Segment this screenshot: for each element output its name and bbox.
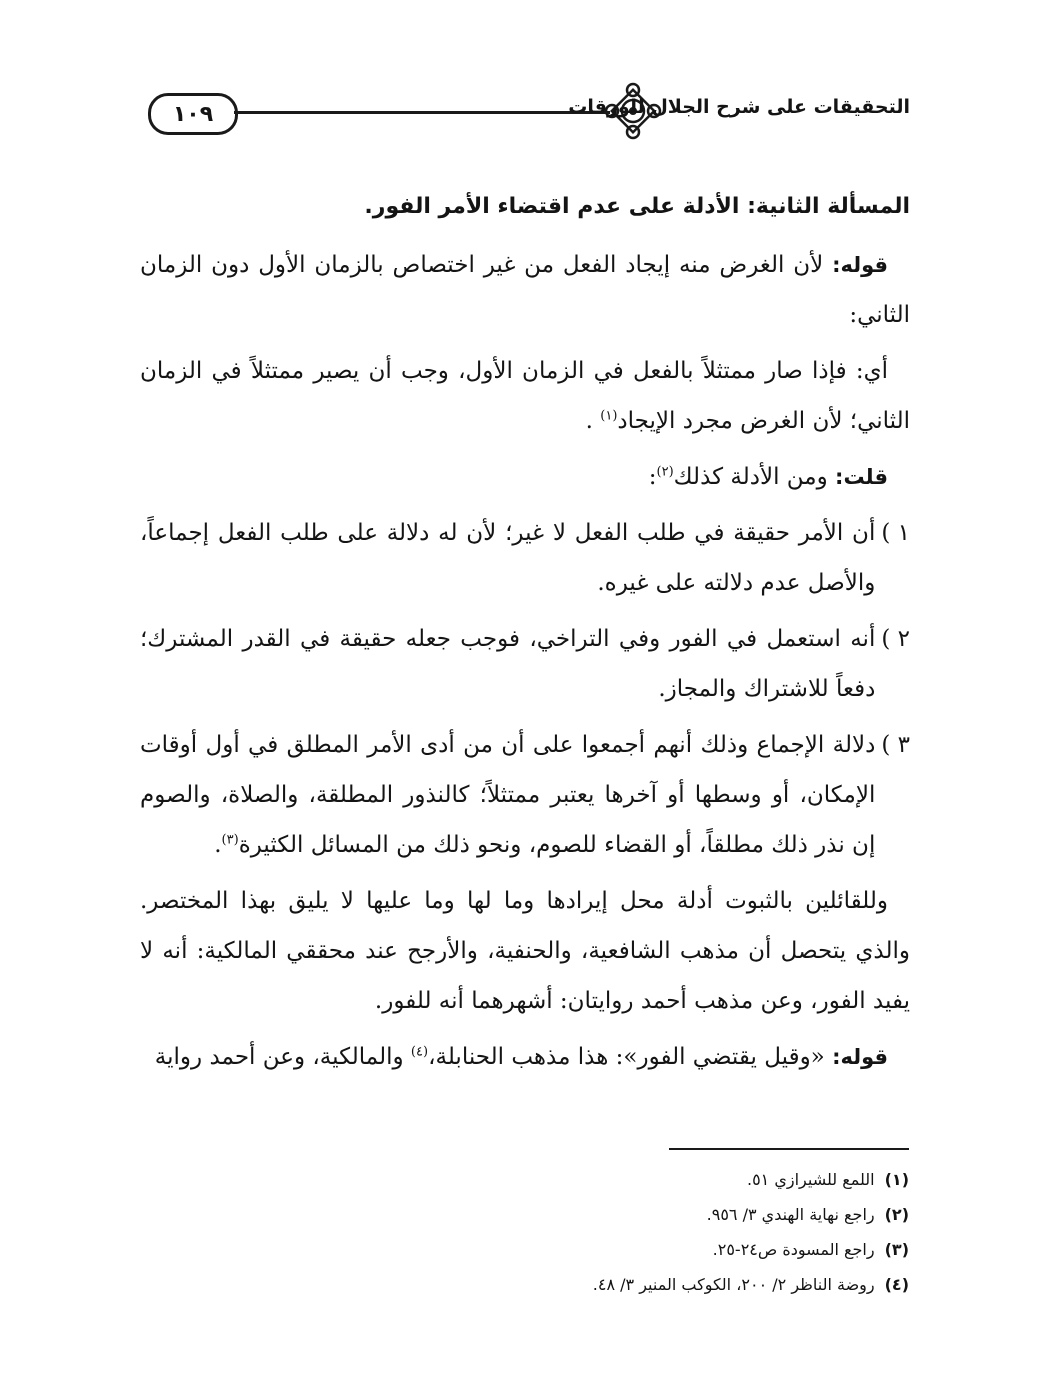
footnote-number: (٣)	[884, 1240, 909, 1259]
running-title: التحقيقات على شرح الجلال للورقات	[568, 96, 910, 118]
paragraph	[140, 240, 910, 340]
list-text: أنه استعمل في الفور وفي التراخي، فوجب جعله حقيقة في القدر المشترك؛ دفعاً للاشتراك والمجاز.	[140, 626, 876, 702]
paragraph-text: أي: فإذا صار ممتثلاً بالفعل في الزمان الأول، وجب أن يصير ممتثلاً في الزمان الثاني؛ لأن الغرض مجرد الإيجاد	[140, 358, 910, 434]
paragraph-end: .	[585, 408, 601, 434]
list-item	[140, 720, 910, 870]
footnote-ref: (٢)	[656, 464, 674, 480]
page-number-badge	[148, 93, 238, 135]
paragraph	[140, 452, 910, 502]
footnotes	[139, 1162, 909, 1302]
footnote-separator	[669, 1148, 909, 1150]
list-number: ٢ )	[881, 626, 910, 652]
list-item	[140, 508, 910, 608]
footnote-number: (١)	[884, 1170, 909, 1189]
footnote	[139, 1267, 909, 1302]
paragraph-text: ومن الأدلة كذلك	[673, 464, 836, 490]
lead-word: قوله:	[832, 253, 888, 277]
section-heading: المسألة الثانية: الأدلة على عدم اقتضاء الأمر الفور.	[364, 194, 910, 219]
list-number: ١ )	[881, 520, 910, 546]
footnote-ref: (٣)	[221, 832, 239, 848]
footnote	[139, 1197, 909, 1232]
lead-word: قلت:	[835, 465, 888, 489]
list-text: دلالة الإجماع وذلك أنهم أجمعوا على أن من أدى الأمر المطلق في أول أوقات الإمكان، أو وسطها أو آخرها يعتبر ممتثلاً؛ كالنذور المطلقة، والصلاة، والصوم إن نذر ذلك مطلقاً، أو القضاء للصوم، ونحو ذلك من المسائل الكثيرة	[140, 732, 876, 858]
list-text-wrap	[140, 720, 875, 870]
page-number: ١٠٩	[172, 101, 214, 127]
footnote-number: (٤)	[884, 1275, 909, 1294]
list-text: أن الأمر حقيقة في طلب الفعل لا غير؛ لأن له دلالة على طلب الفعل إجماعاً، والأصل عدم دلالته على غيره.	[140, 520, 876, 596]
list-text-end: .	[214, 832, 222, 858]
paragraph	[140, 346, 910, 446]
footnote-text: راجع المسودة ص٢٤-٢٥.	[712, 1240, 875, 1259]
header-rule	[234, 111, 610, 114]
list-number: ٣ )	[881, 732, 910, 758]
running-header	[140, 78, 910, 148]
list-item	[140, 614, 910, 714]
footnote-ref: (٤)	[410, 1044, 429, 1060]
paragraph: وللقائلين بالثبوت أدلة محل إيرادها وما لها وما عليها لا يليق بهذا المختصر. والذي يتحصل أن مذهب الشافعية، والحنفية، والأرجح عند محققي المالكية: أنه لا يفيد الفور، وعن مذهب أحمد روايتان: أشهرهما أنه للفور.	[140, 888, 910, 1014]
paragraph-end: والمالكية، وعن أحمد رواية	[154, 1044, 411, 1070]
footnote	[139, 1232, 909, 1267]
paragraph-text: «وقيل يقتضي الفور»: هذا مذهب الحنابلة،	[428, 1044, 833, 1070]
footnote	[139, 1162, 909, 1197]
footnote-text: اللمع للشيرازي ٥١.	[746, 1170, 875, 1189]
lead-word: قوله:	[832, 1045, 888, 1069]
footnote-text: روضة الناظر ٢/ ٢٠٠، الكوكب المنير ٣/ ٤٨.	[592, 1275, 875, 1294]
footnote-ref: (١)	[600, 408, 618, 424]
footnote-text: راجع نهاية الهندي ٣/ ٩٥٦.	[706, 1205, 875, 1224]
paragraph	[140, 1032, 910, 1082]
paragraph-text: لأن الغرض منه إيجاد الفعل من غير اختصاص بالزمان الأول دون الزمان الثاني:	[140, 252, 910, 328]
main-text	[140, 182, 910, 1088]
footnote-number: (٢)	[884, 1205, 909, 1224]
paragraph-end: :	[648, 464, 657, 490]
